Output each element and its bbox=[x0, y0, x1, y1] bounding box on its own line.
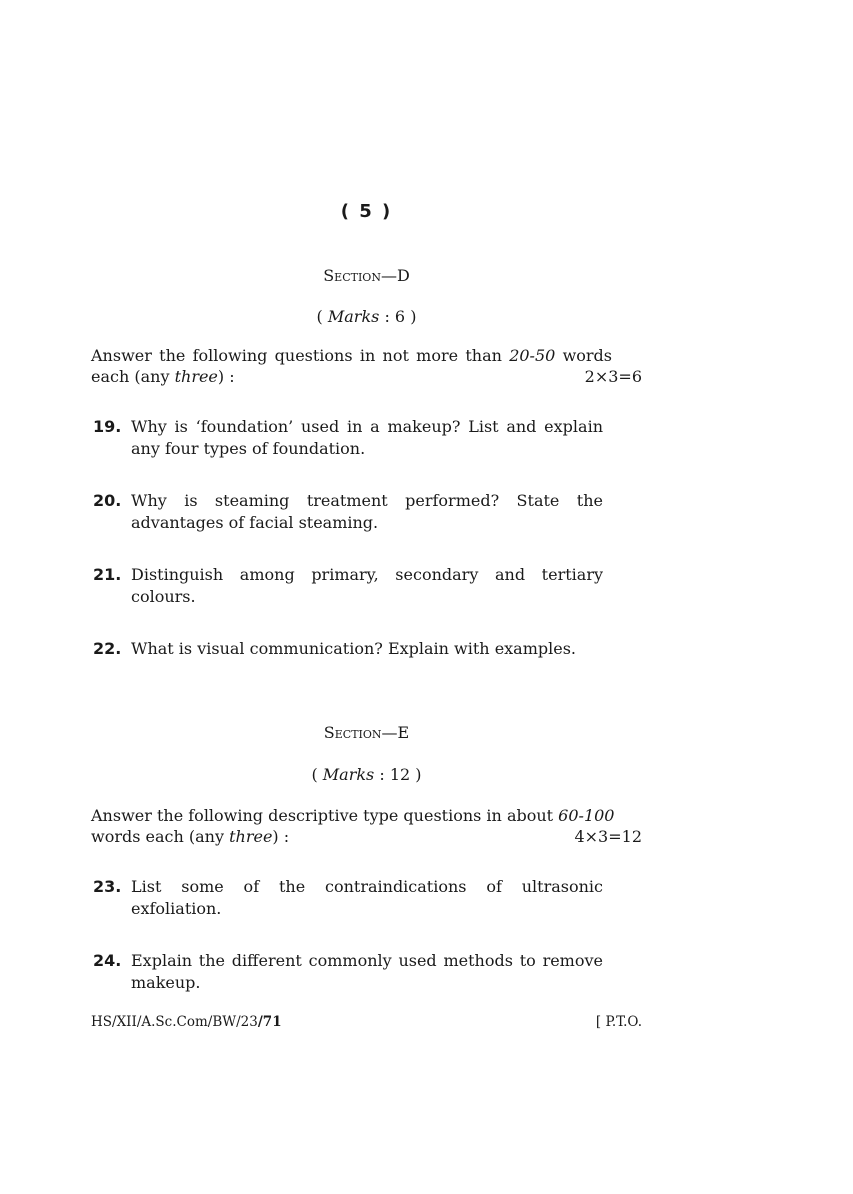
question-23 bbox=[91, 876, 603, 920]
section-d-marks: ( Marks : 6 ) bbox=[316, 307, 417, 326]
section-d-instruction bbox=[91, 345, 642, 387]
question-number: 24. bbox=[93, 951, 122, 970]
marks-label: Marks bbox=[327, 307, 380, 326]
question-22 bbox=[91, 638, 603, 660]
marks-label: Marks bbox=[322, 765, 375, 784]
question-19 bbox=[91, 416, 603, 460]
instruction-line2: words each (any three) : bbox=[91, 827, 290, 846]
section-e-instruction bbox=[91, 805, 642, 847]
question-text: Why is steaming treatment performed? State the advantages of facial steaming. bbox=[131, 491, 603, 532]
question-21 bbox=[91, 564, 603, 608]
instruction-text: Answer the following descriptive type questions in about bbox=[91, 806, 559, 825]
instruction-text: Answer the following questions in not more than bbox=[91, 346, 510, 365]
instruction-line2: each (any three) : bbox=[91, 367, 235, 386]
section-d-score: 2×3=6 bbox=[584, 367, 642, 386]
section-d-title: Section—D bbox=[323, 266, 410, 285]
instruction-word-range: 20-50 bbox=[509, 346, 556, 365]
question-20 bbox=[91, 490, 603, 534]
footer bbox=[91, 1014, 642, 1030]
marks-value: : 6 bbox=[384, 307, 406, 326]
instruction-text-end: words bbox=[555, 346, 613, 365]
instruction-word-range: 60-100 bbox=[558, 806, 615, 825]
paper-code: HS/XII/A.Sc.Com/BW/23/71 bbox=[91, 1014, 282, 1030]
question-text: List some of the contraindications of ultrasonic exfoliation. bbox=[131, 877, 603, 918]
section-e-score: 4×3=12 bbox=[574, 827, 642, 846]
section-e-marks: ( Marks : 12 ) bbox=[311, 765, 422, 784]
pto-label: [ P.T.O. bbox=[595, 1014, 642, 1030]
question-text: Distinguish among primary, secondary and tertiary colours. bbox=[131, 565, 603, 606]
question-text: Why is ‘foundation’ used in a makeup? List and explain any four types of foundation. bbox=[131, 417, 603, 458]
question-number: 22. bbox=[93, 639, 122, 658]
section-e-title: Section—E bbox=[323, 723, 410, 742]
question-text: What is visual communication? Explain with examples. bbox=[131, 639, 577, 658]
marks-value: : 12 bbox=[379, 765, 411, 784]
question-number: 19. bbox=[93, 417, 122, 436]
page-number: ( 5 ) bbox=[340, 201, 393, 222]
question-text: Explain the different commonly used methods to remove makeup. bbox=[131, 951, 603, 992]
question-number: 23. bbox=[93, 877, 122, 896]
question-number: 21. bbox=[93, 565, 122, 584]
question-24 bbox=[91, 950, 603, 994]
question-number: 20. bbox=[93, 491, 122, 510]
